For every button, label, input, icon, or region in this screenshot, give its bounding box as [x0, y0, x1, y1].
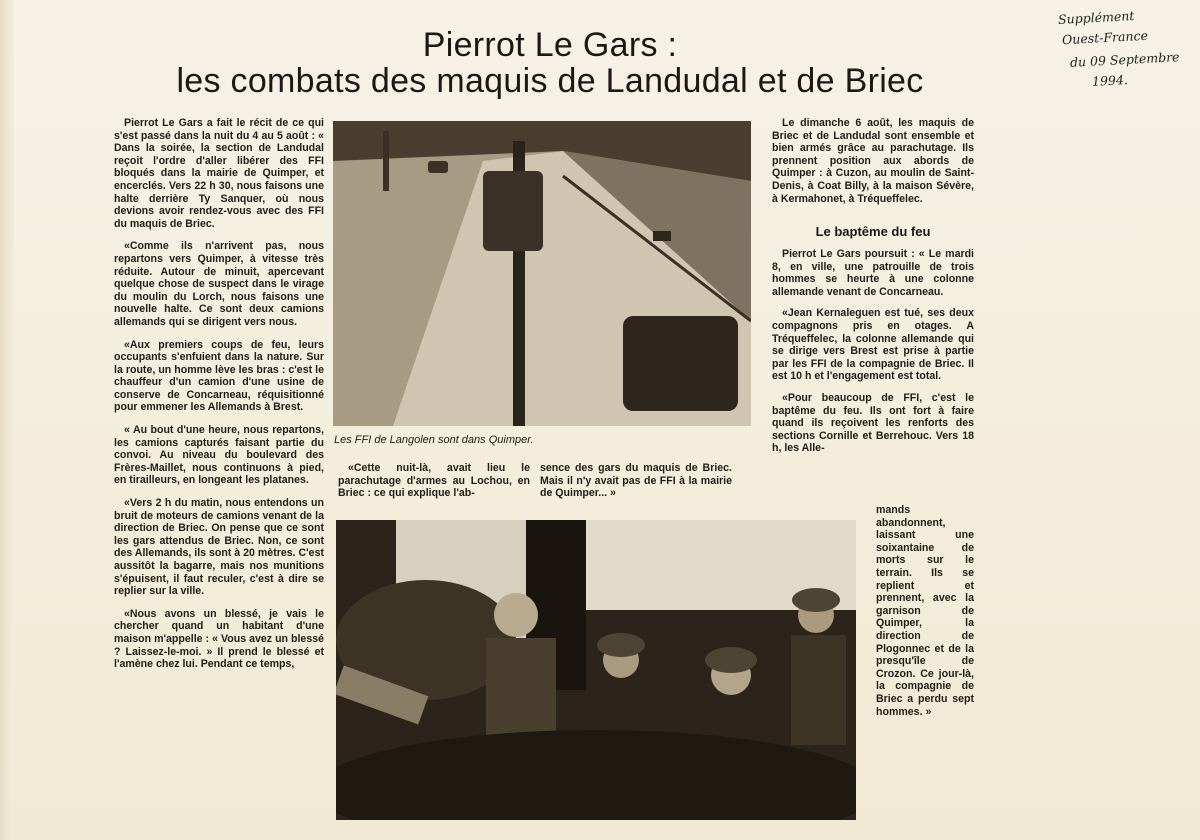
paragraph: sence des gars du maquis de Briec. Mais il n'y avait pas de FFI à la mairie de Quimper... »	[540, 462, 732, 500]
article-column-4-continued	[772, 248, 974, 464]
article-title-line2: les combats des maquis de Landudal et de Briec	[176, 62, 924, 100]
paragraph: «Nous avons un blessé, je vais le chercher quand un habitant d'une maison m'appelle : « Vous avez un blessé ? Laissez-le-moi. » Il prend le blessé et l'amène chez lui. Pendant ce temps,	[114, 607, 324, 671]
paragraph: Pierrot Le Gars a fait le récit de ce qui s'est passé dans la nuit du 4 au 5 août : « Dans la soirée, la section de Landudal reçoit l'ordre d'aller libérer des FFI bloqués dans la mairie de Quimper, et encerclés. Vers 22 h 30, nous faisons une halte derrière Ty Sanquer, où nous devions avoir rendez-vous avec des FFI du maquis de Briec.	[114, 117, 324, 230]
soldiers-photo	[336, 520, 856, 820]
paragraph: «Jean Kernaleguen est tué, ses deux compagnons pris en otages. A Tréqueffelec, la colonne allemande qui se dirige vers Brest est prise à partie par les FFI de la compagnie de Briec. Il est 10 h et l'engagement est total.	[772, 307, 974, 383]
photo-caption: Les FFI de Langolen sont dans Quimper.	[334, 434, 534, 446]
paragraph: «Comme ils n'arrivent pas, nous repartons vers Quimper, à vitesse très réduite. Autour de minuit, apercevant quelque chose de suspect dans le virage du moulin du Lorch, nous faisons une nouvelle halte. Ce sont deux camions allemands qui se dirigent vers nous.	[114, 240, 324, 328]
article-title-line1: Pierrot Le Gars :	[422, 26, 678, 64]
handwritten-note-line4: 1994.	[1091, 72, 1129, 89]
section-subheading: Le baptême du feu	[815, 224, 931, 239]
paragraph: «Aux premiers coups de feu, leurs occupants s'enfuient dans la nature. Sur la route, un homme lève les bras : c'est le chauffeur d'un camion d'une usine de conserve de Concarneau, réquisitionné pour emmener les Allemands à Brest.	[114, 338, 324, 414]
paragraph: Pierrot Le Gars poursuit : « Le mardi 8, en ville, une patrouille de trois hommes se heurte à une colonne allemande venant de Concarneau.	[772, 248, 974, 298]
street-photo	[333, 121, 751, 426]
paragraph: «Vers 2 h du matin, nous entendons un bruit de moteurs de camions venant de la direction de Briec. On pense que ce sont les gars attendus de Briec. Non, ce sont des Allemands, ils sont à 20 mètres. C'est aussitôt la bagarre, mais nos munitions s'épuisent, il faut reculer, c'est à dire se replier sur la ville.	[114, 497, 324, 598]
soldiers-image	[336, 520, 856, 820]
article-column-3	[540, 462, 732, 510]
handwritten-note-line1: Supplément	[1057, 8, 1135, 27]
article-column-4	[772, 117, 974, 214]
street-scene-image	[333, 121, 751, 426]
paragraph: «Cette nuit-là, avait lieu le parachutage d'armes au Lochou, en Briec : ce qui explique l'ab-	[338, 462, 530, 500]
paragraph: Le dimanche 6 août, les maquis de Briec et de Landudal sont ensemble et bien armés grâce au parachutage. Ils prennent position aux abords de Quimper : à Cuzon, au moulin de Saint-Denis, à Coat Billy, à la maison Sévère, à Kermahonet, à Tréqueffelec.	[772, 117, 974, 205]
page-edge	[0, 0, 14, 840]
paragraph: « Au bout d'une heure, nous repartons, les camions capturés faisant partie du convoi. Au niveau du boulevard des Frères-Maillet, nous continuons à pied, en tirailleurs, en longeant les platanes.	[114, 424, 324, 487]
article-column-2	[338, 462, 530, 510]
handwritten-note-line2: Ouest-France	[1061, 27, 1149, 48]
article-column-1	[114, 117, 324, 832]
article-column-5: mands abandonnent, laissant une soixantaine de morts sur le terrain. Ils se replient et prennent, avec la garnison de Quimper, la direction de Plogonnec et de la presqu'île de Crozon. Ce jour-là, la compagnie de Briec a perdu sept hommes. »	[876, 504, 974, 718]
paragraph: «Pour beaucoup de FFI, c'est le baptême du feu. Ils ont fort à faire quand ils reçoivent les renforts des sections Cornille et Berrehouc. Vers 18 h, les Alle-	[772, 391, 974, 455]
handwritten-note-line3: du 09 Septembre	[1069, 49, 1180, 70]
